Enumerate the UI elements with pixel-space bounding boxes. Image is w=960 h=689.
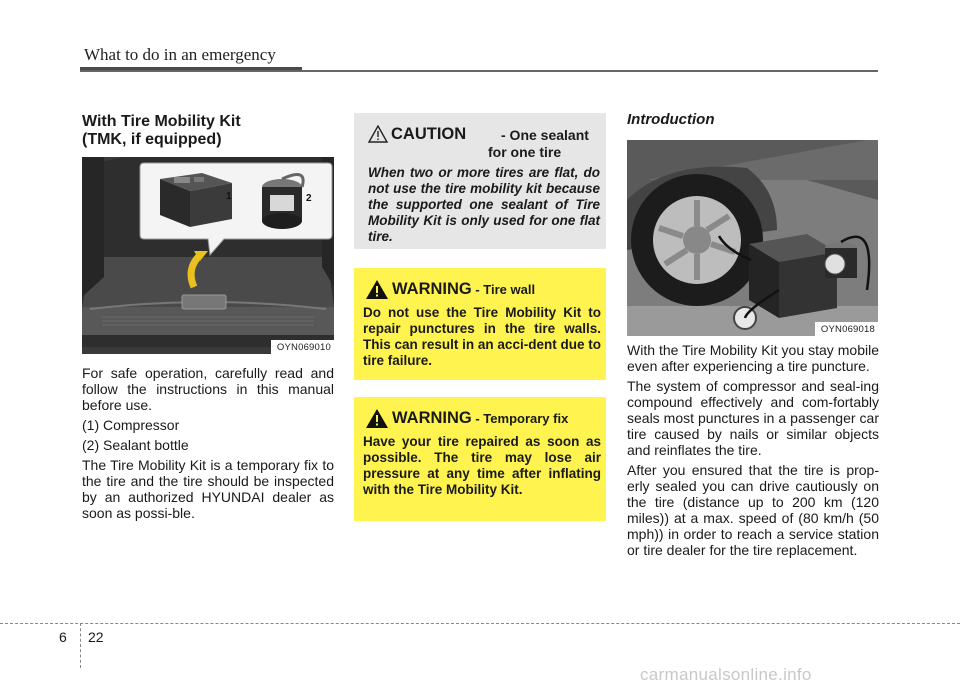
footer-rule: [0, 623, 960, 624]
warning-label: WARNING: [392, 280, 472, 298]
figure-code: OYN069010: [271, 340, 334, 354]
section-heading: [82, 113, 342, 149]
tmk-trunk-figure: [82, 157, 334, 354]
right-body: [627, 342, 879, 562]
warning-title: [392, 280, 535, 299]
figure-code: OYN069018: [815, 322, 878, 336]
caution-subtitle: - One sealant: [501, 127, 589, 143]
paragraph: The system of compressor and seal-ing compound effectively and com-fortably seals most punctures in a passenger car tire caused by nails or similar objects and reinflates the tire.: [627, 378, 879, 458]
warning-subtitle: - Tire wall: [471, 282, 536, 297]
car-tire-illustration: [627, 140, 878, 336]
warning-triangle-icon: [366, 409, 388, 428]
caution-body: When two or more tires are flat, do not use the tire mobility kit because the supported one sealant of Tire Mobility Kit is only used for one flat tire.: [368, 165, 600, 244]
trunk-illustration: [82, 157, 334, 354]
introduction-heading: Introduction: [627, 111, 715, 128]
caution-box: [354, 113, 606, 249]
warning-subtitle: - Temporary fix: [471, 411, 569, 426]
warning-body: Do not use the Tire Mobility Kit to repair punctures in the tire walls. This can result in an acci-dent due to tire failure.: [363, 305, 601, 368]
page-number: 22: [88, 629, 104, 645]
list-item-compressor: (1) Compressor: [82, 417, 180, 433]
callout-1: 1: [226, 191, 232, 202]
caution-title: CAUTION: [391, 125, 467, 143]
section-heading-line1: With Tire Mobility Kit: [82, 113, 241, 130]
callout-2: 2: [306, 193, 312, 204]
warning-box-tire-wall: [354, 268, 606, 380]
page-header-title: What to do in an emergency: [84, 45, 276, 64]
warning-box-temporary-fix: [354, 397, 606, 521]
paragraph: For safe operation, carefully read and follow the instructions in this manual before use.: [82, 365, 334, 413]
paragraph: The Tire Mobility Kit is a temporary fix to the tire and the tire should be inspected by an authorized HYUNDAI dealer as soon as possi-ble.: [82, 457, 334, 521]
section-heading-line2: (TMK, if equipped): [82, 131, 222, 148]
warning-body: Have your tire repaired as soon as possible. The tire may lose air pressure at any time after inflating with the Tire Mobility Kit.: [363, 434, 601, 497]
left-body: [82, 365, 334, 525]
header-rule: [80, 70, 878, 72]
chapter-number: 6: [59, 629, 67, 645]
paragraph: After you ensured that the tire is prop-erly sealed you can drive cautiously on the tire (distance up to 200 km (120 miles)) at a max. speed of (80 km/h (50 mph)) in order to reach a service station or tire dealer for the tire replacement.: [627, 462, 879, 558]
warning-triangle-icon: [366, 280, 388, 299]
warning-label: WARNING: [392, 409, 472, 427]
caution-triangle-icon: [368, 125, 388, 143]
watermark: carmanualsonline.info: [640, 665, 812, 684]
paragraph: With the Tire Mobility Kit you stay mobile even after experiencing a tire puncture.: [627, 342, 879, 374]
caution-subtitle-line2: for one tire: [488, 144, 562, 160]
list-item-sealant: (2) Sealant bottle: [82, 437, 189, 453]
footer-divider: [80, 623, 81, 668]
warning-title: [392, 409, 568, 428]
tmk-in-use-figure: [627, 140, 878, 336]
